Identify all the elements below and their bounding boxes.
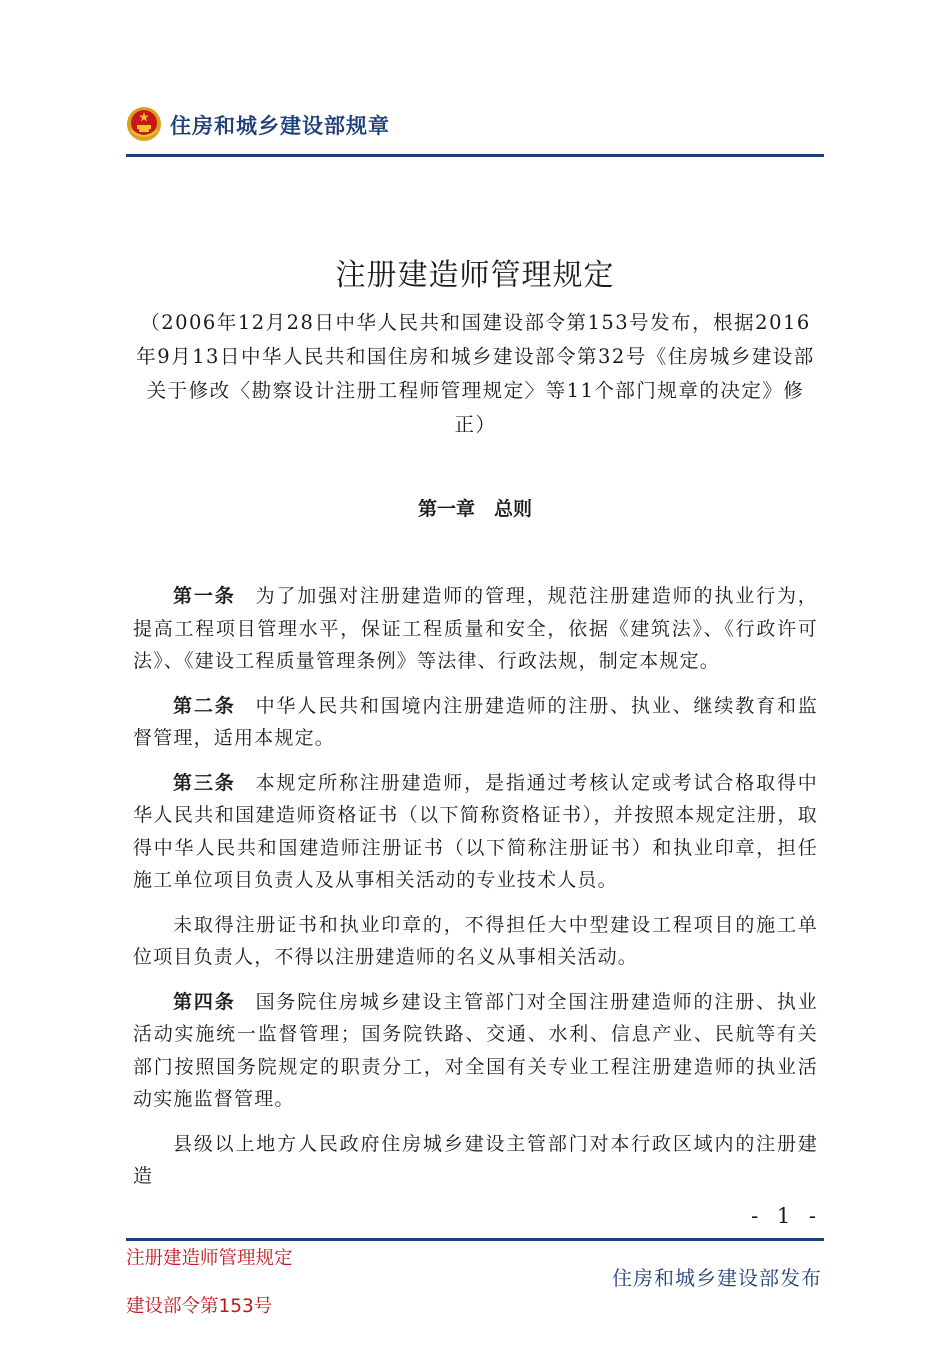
paragraph-text: 县级以上地方人民政府住房城乡建设主管部门对本行政区域内的注册建造 <box>133 1132 818 1187</box>
article-number: 第一条 <box>173 585 236 607</box>
paragraph-text: 未取得注册证书和执业印章的，不得担任大中型建设工程项目的施工单位项目负责人，不得以注册建造师的名义从事相关活动。 <box>133 913 818 968</box>
paragraph <box>133 986 818 1116</box>
page-number: - 1 - <box>751 1204 822 1228</box>
article-number: 第三条 <box>173 771 236 794</box>
chapter-heading: 第一章 总则 <box>417 498 532 520</box>
header-title: 住房和城乡建设部规章 <box>170 114 390 138</box>
article-number: 第二条 <box>173 694 236 717</box>
paragraph-text: 为了加强对注册建造师的管理，规范注册建造师的执业行为，提高工程项目管理水平，保证工程质量和安全，依据《建筑法》、《行政许可法》、《建设工程质量管理条例》等法律、行政法规，制定本规定。 <box>133 585 819 672</box>
page-header <box>126 102 824 158</box>
footer-divider <box>126 1238 824 1241</box>
document-body <box>133 580 818 1205</box>
paragraph <box>133 1128 818 1193</box>
footer-publisher: 住房和城乡建设部发布 <box>612 1266 822 1290</box>
national-emblem-icon <box>126 106 162 142</box>
paragraph-text: 本规定所称注册建造师，是指通过考核认定或考试合格取得中华人民共和国建造师资格证书（以下简称资格证书），并按照本规定注册，取得中华人民共和国建造师注册证书（以下简称注册证书）和执业印章，担任施工单位项目负责人及从事相关活动的专业技术人员。 <box>133 771 819 891</box>
footer-document-name: 注册建造师管理规定 <box>126 1248 293 1269</box>
document-title: 注册建造师管理规定 <box>335 258 615 293</box>
paragraph <box>133 767 818 897</box>
paragraph <box>133 909 818 974</box>
document-subtitle: （2006年12月28日中华人民共和国建设部令第153号发布，根据2016年9月13日中华人民共和国住房和城乡建设部令第32号《住房城乡建设部关于修改〈勘察设计注册工程师管理规定〉等11个部门规章的决定》修正） <box>136 311 815 436</box>
paragraph-text: 中华人民共和国境内注册建造师的注册、执业、继续教育和监督管理，适用本规定。 <box>133 694 819 749</box>
paragraph <box>133 580 818 678</box>
paragraph-text: 国务院住房城乡建设主管部门对全国注册建造师的注册、执业活动实施统一监督管理；国务院铁路、交通、水利、信息产业、民航等有关部门按照国务院规定的职责分工，对全国有关专业工程注册建造师的执业活动实施监督管理。 <box>133 990 819 1110</box>
footer-order-number: 建设部令第153号 <box>126 1296 273 1317</box>
paragraph <box>133 690 818 755</box>
header-divider <box>126 154 824 157</box>
article-number: 第四条 <box>173 990 236 1013</box>
